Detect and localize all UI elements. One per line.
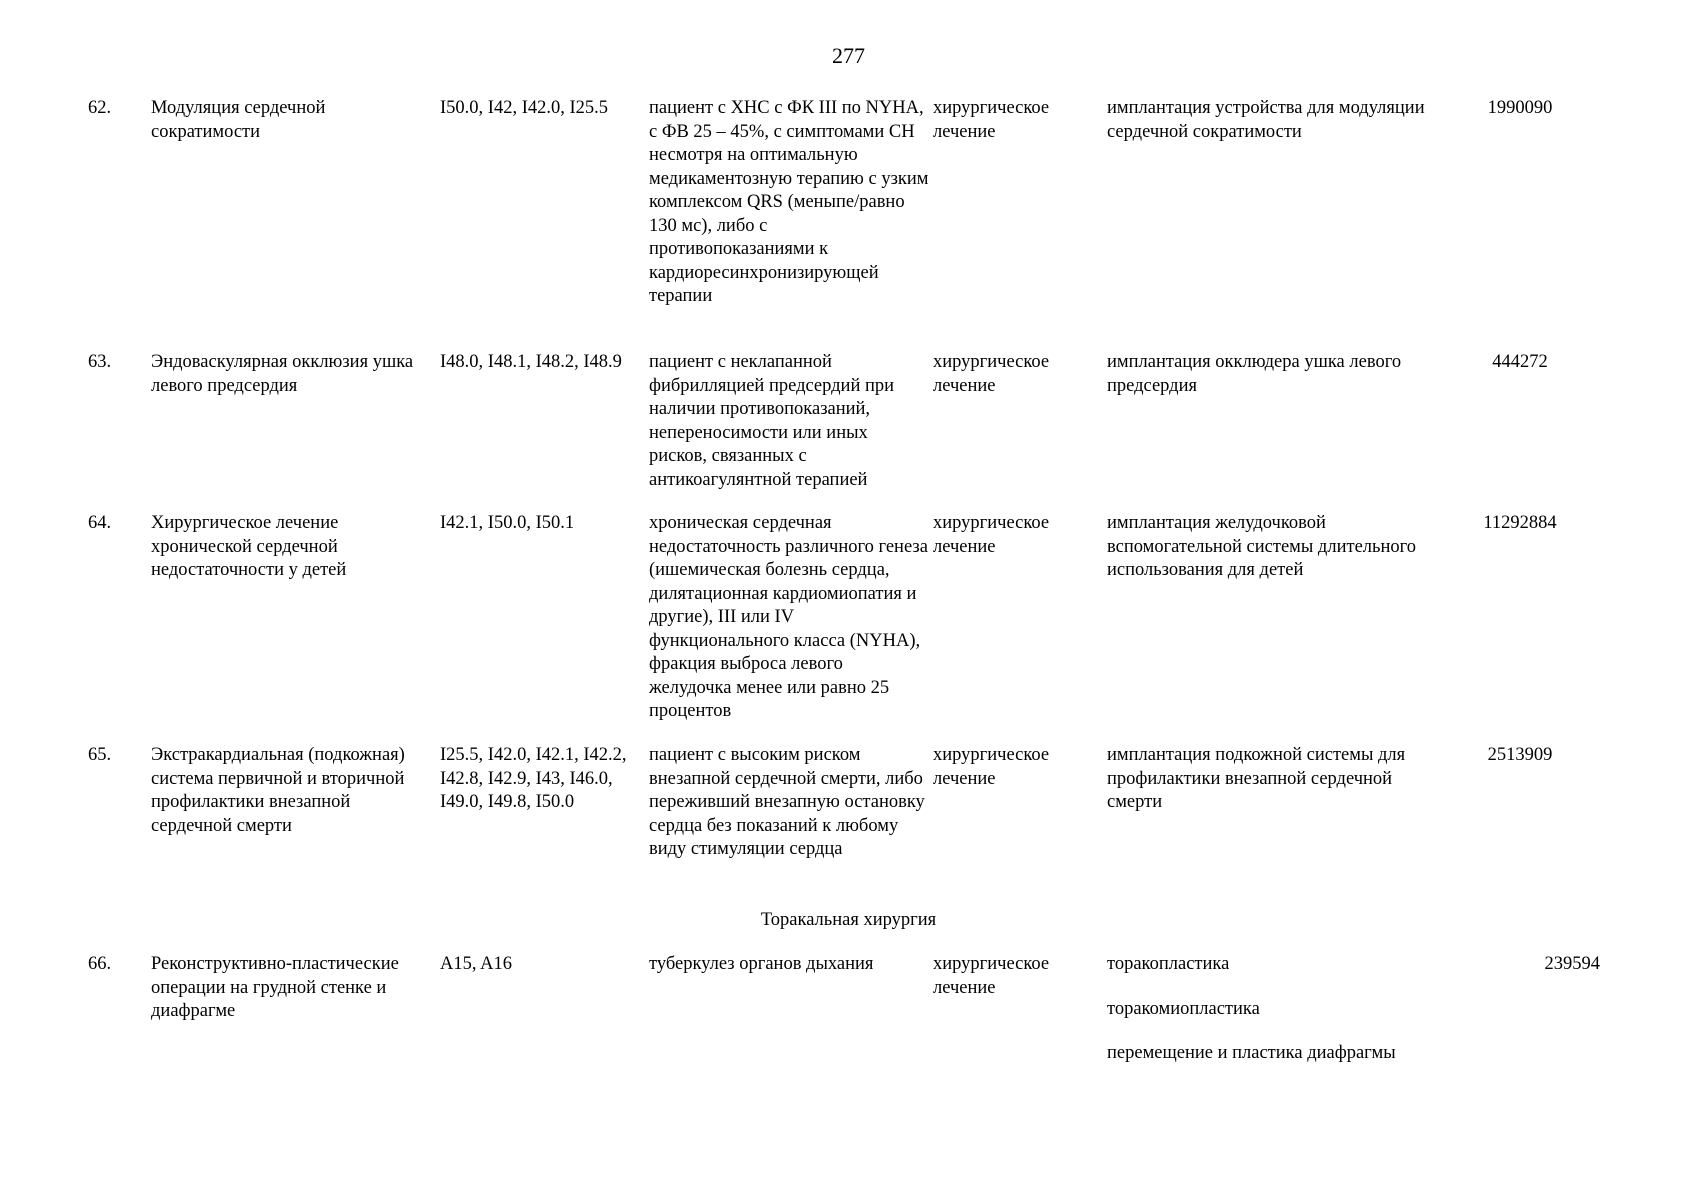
price: 239594 xyxy=(1544,954,1600,974)
row-number: 63. xyxy=(88,352,112,372)
procedure-name: Экстракардиальная (подкожная) система первичной и вторичной профилактики внезапной сердечной смерти xyxy=(151,745,405,836)
treatment-type: хирургическое лечение xyxy=(933,513,1050,557)
method-line: имплантация окклюдера ушка левого предсердия xyxy=(1107,352,1402,396)
price: 1990090 xyxy=(1487,98,1553,118)
diagnosis-codes: I42.1, I50.0, I50.1 xyxy=(440,513,575,533)
treatment-type: хирургическое лечение xyxy=(933,352,1050,396)
method-line: имплантация подкожной системы для профилактики внезапной сердечной смерти xyxy=(1107,745,1406,812)
procedure-name: Реконструктивно-пластические операции на грудной стенке и диафрагме xyxy=(151,954,399,1021)
diagnosis-codes: I25.5, I42.0, I42.1, I42.2, I42.8, I42.9, I43, I46.0, I49.0, I49.8, I50.0 xyxy=(440,745,627,812)
page-number: 277 xyxy=(832,43,865,68)
method-line: торакомиопластика xyxy=(1107,998,1260,1019)
price: 2513909 xyxy=(1487,745,1553,765)
diagnosis-codes: I50.0, I42, I42.0, I25.5 xyxy=(440,98,609,118)
method-line: перемещение и пластика диафрагмы xyxy=(1107,1043,1396,1063)
patient-model: хроническая сердечная недостаточность различного генеза (ишемическая болезнь сердца, дилятационная кардиомиопатия и другие), III или IV функционального класса (NYHA), фракция выброса левого желудочка менее или равно 25 процентов xyxy=(649,513,928,721)
method-line: торакопластика xyxy=(1107,954,1230,974)
method-line: имплантация желудочковой вспомогательной системы длительного использования для детей xyxy=(1107,513,1416,580)
diagnosis-codes: I48.0, I48.1, I48.2, I48.9 xyxy=(440,352,622,372)
row-number: 65. xyxy=(88,745,112,765)
treatment-type: хирургическое лечение xyxy=(933,98,1050,142)
patient-model: пациент с ХНС с ФК III по NYHA, с ФВ 25 – 45%, с симптомами СН несмотря на оптимальную медикаментозную терапию с узким комплексом QRS (меныпе/равно 130 мс), либо с противопоказаниями к кардиоресинхронизирующей терапии xyxy=(649,98,929,306)
row-number: 64. xyxy=(88,513,112,533)
procedure-name: Модуляция сердечной сократимости xyxy=(151,98,326,142)
treatment-method xyxy=(1107,744,1427,815)
treatment-type: хирургическое лечение xyxy=(933,745,1050,789)
row-number: 62. xyxy=(88,98,112,118)
treatment-type: хирургическое лечение xyxy=(933,954,1050,998)
patient-model: пациент с высоким риском внезапной сердечной смерти, либо переживший внезапную остановку сердца без показаний к любому виду стимуляции сердца xyxy=(649,745,925,859)
patient-model: туберкулез органов дыхания xyxy=(649,954,874,974)
treatment-method xyxy=(1107,953,1427,1066)
price: 11292884 xyxy=(1483,513,1557,533)
treatment-method xyxy=(1107,512,1427,583)
treatment-method xyxy=(1107,97,1427,144)
patient-model: пациент с неклапанной фибрилляцией предсердий при наличии противопоказаний, непереносимости или иных рисков, связанных с антикоагулянтной терапией xyxy=(649,352,895,490)
procedure-name: Хирургическое лечение хронической сердечной недостаточности у детей xyxy=(151,513,347,580)
section-title: Торакальная хирургия xyxy=(760,910,937,930)
diagnosis-codes: A15, A16 xyxy=(440,954,512,974)
row-number: 66. xyxy=(88,954,112,974)
method-line: имплантация устройства для модуляции сердечной сократимости xyxy=(1107,98,1425,142)
price: 444272 xyxy=(1492,352,1548,372)
procedure-name: Эндоваскулярная окклюзия ушка левого предсердия xyxy=(151,352,414,396)
treatment-method xyxy=(1107,351,1427,398)
